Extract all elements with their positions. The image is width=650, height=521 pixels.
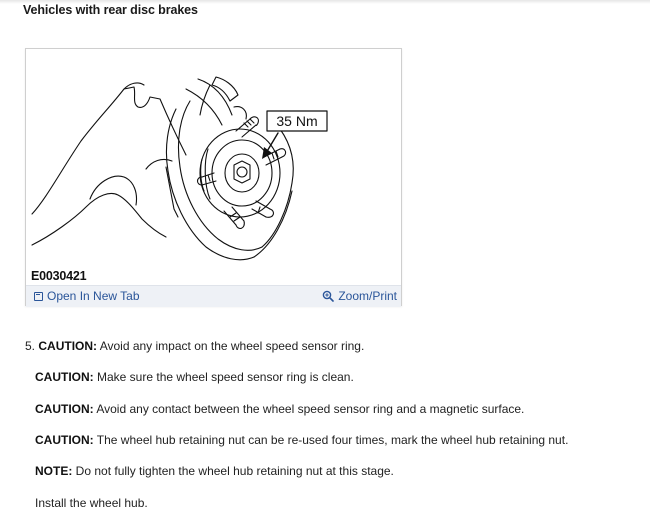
caution-label: CAUTION: bbox=[38, 339, 98, 353]
caution-label: CAUTION: bbox=[35, 370, 94, 384]
step-caution-impact bbox=[25, 339, 364, 353]
open-in-new-tab-label: Open In New Tab bbox=[47, 289, 140, 303]
note-label: NOTE: bbox=[35, 464, 73, 478]
step-caution-magnetic bbox=[35, 402, 524, 416]
section-heading: Vehicles with rear disc brakes bbox=[23, 3, 198, 17]
figure-card bbox=[25, 48, 402, 306]
caution-text: Avoid any contact between the wheel speed sensor ring and a magnetic surface. bbox=[93, 402, 525, 416]
zoom-print-label: Zoom/Print bbox=[338, 289, 397, 303]
zoom-icon bbox=[322, 290, 334, 302]
caution-text: The wheel hub retaining nut can be re-used four times, mark the wheel hub retaining nut. bbox=[93, 433, 569, 447]
figure-toolbar bbox=[26, 285, 401, 307]
new-tab-icon bbox=[34, 292, 43, 301]
step-caution-reuse bbox=[35, 433, 568, 447]
open-in-new-tab-link[interactable] bbox=[34, 289, 140, 303]
instruction-text: Install the wheel hub. bbox=[35, 496, 148, 510]
caution-text: Avoid any impact on the wheel speed sensor ring. bbox=[97, 339, 365, 353]
zoom-print-link[interactable] bbox=[322, 289, 397, 303]
torque-spec-label: 35 Nm bbox=[276, 113, 318, 129]
note-text: Do not fully tighten the wheel hub retaining nut at this stage. bbox=[72, 464, 394, 478]
step-note-tighten bbox=[35, 464, 394, 478]
caution-text: Make sure the wheel speed sensor ring is clean. bbox=[93, 370, 354, 384]
wheel-hub-illustration bbox=[26, 49, 401, 281]
caution-label: CAUTION: bbox=[35, 402, 94, 416]
step-caution-clean bbox=[35, 370, 354, 384]
figure-id: E0030421 bbox=[31, 269, 87, 283]
step-instruction bbox=[35, 496, 148, 510]
step-number: 5. bbox=[25, 339, 36, 353]
caution-label: CAUTION: bbox=[35, 433, 94, 447]
